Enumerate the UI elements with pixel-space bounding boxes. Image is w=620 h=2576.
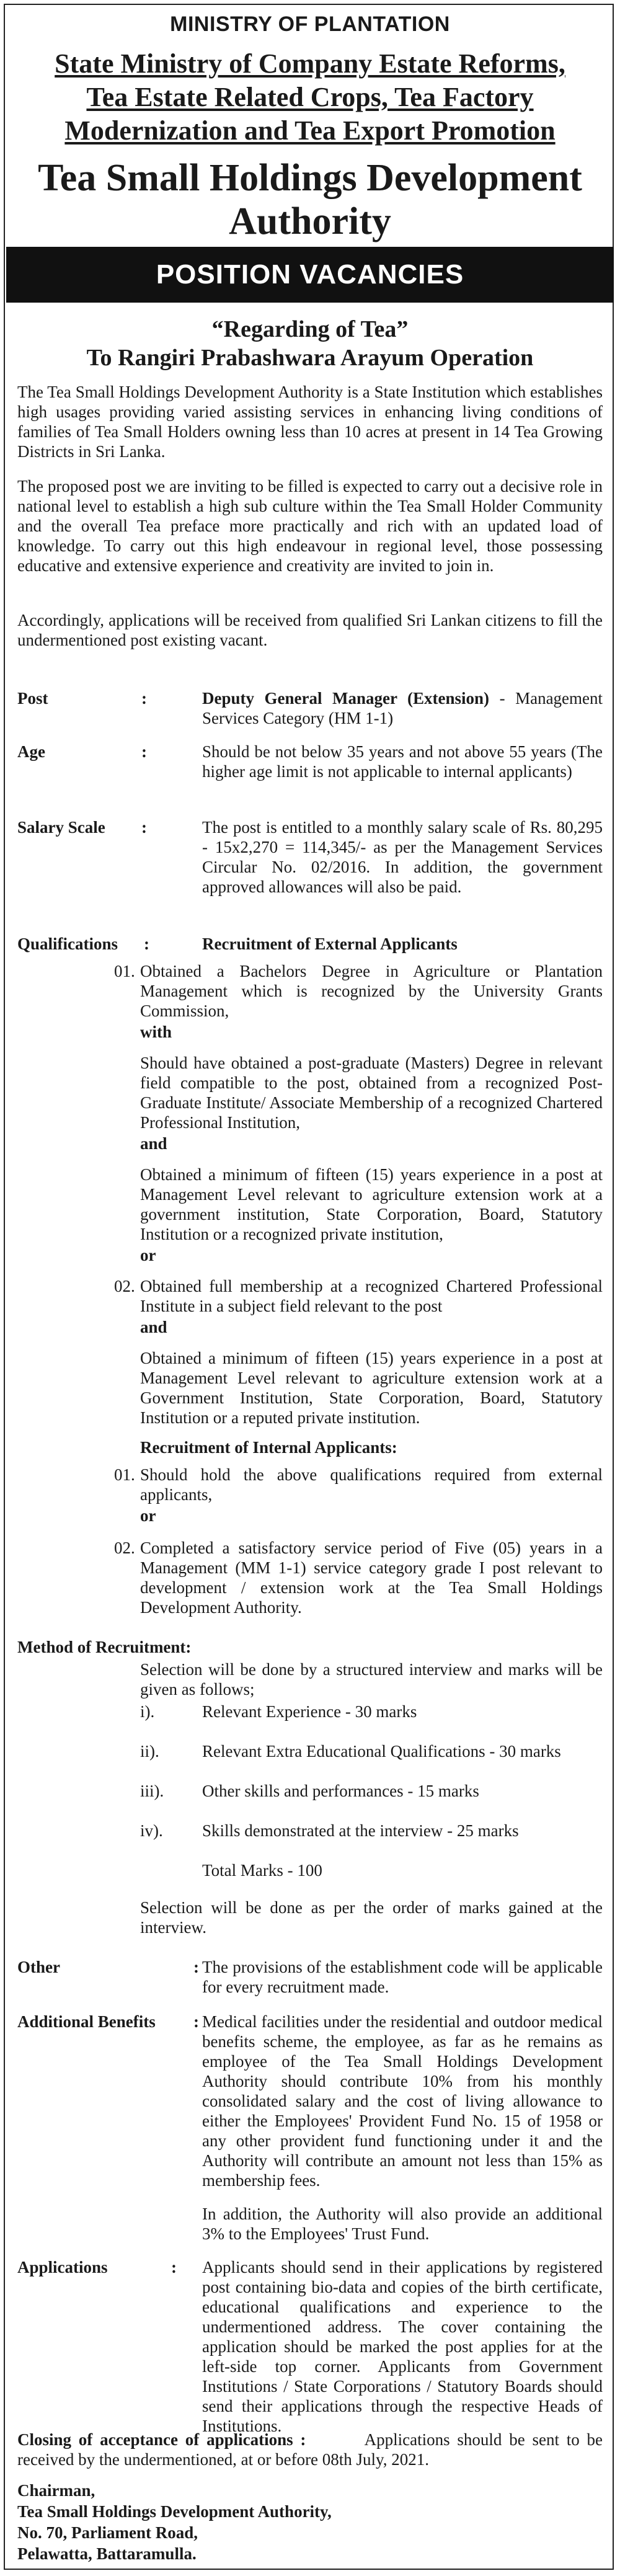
authority-line: Tea Small Holdings Development: [38, 157, 582, 199]
state-ministry-line: Tea Estate Related Crops, Tea Factory: [86, 82, 534, 112]
qualification-text: Obtained a Bachelors Degree in Agriculture or Plantation Management which is recognized by the University Grants Commission,: [140, 962, 603, 1020]
qualification-text: Should have obtained a post-graduate (Masters) Degree in relevant field compatible to the post, obtained from a recognized Post-Graduate Institute/ Associate Membership of a recognized Chartered Professional Institution,: [140, 1054, 603, 1132]
authority-title: [0, 156, 620, 243]
connector-and: and: [140, 1318, 167, 1336]
closing-text: Applications should be sent to be received by the undermentioned, at or before 08th July, 2021.: [17, 2430, 603, 2469]
authority-line: Authority: [229, 200, 391, 242]
internal-heading: Recruitment of Internal Applicants:: [140, 1438, 397, 1457]
subheading-line: “Regarding of Tea”: [211, 316, 409, 342]
connector-and: and: [140, 1134, 167, 1153]
address-line: Tea Small Holdings Development Authority,: [17, 2502, 332, 2521]
connector-or: or: [140, 1506, 156, 1525]
total-marks: Total Marks - 100: [202, 1861, 322, 1880]
item-number: 02.: [114, 1539, 135, 1557]
closing-paragraph: [17, 2430, 603, 2469]
benefits-value: In addition, the Authority will also provide an additional 3% to the Employees' Trust Fund.: [202, 2205, 603, 2243]
post-category: - Management Services Category (HM 1-1): [202, 689, 603, 727]
colon: :: [193, 1958, 199, 1976]
mark-number: ii).: [140, 1742, 159, 1761]
mark-item: Relevant Extra Educational Qualifications - 30 marks: [202, 1742, 561, 1761]
item-number: 01.: [114, 962, 135, 980]
age-label: Age: [17, 742, 45, 761]
post-value: [202, 688, 603, 728]
qualification-text: Obtained a minimum of fifteen (15) years experience in a post at Management Level relevant to agriculture extension work at a Government Institution, State Corporation, Board, Statutory Institution or a reputed private institution.: [140, 1349, 603, 1427]
address-line: No. 70, Parliament Road,: [17, 2523, 198, 2542]
colon: :: [141, 818, 147, 837]
benefits-label: Additional Benefits: [17, 2012, 156, 2031]
method-closing: Selection will be done as per the order of marks gained at the interview.: [140, 1898, 603, 1937]
banner-text: POSITION VACANCIES: [156, 259, 464, 290]
item-number: 02.: [114, 1277, 135, 1295]
method-intro: Selection will be done by a structured interview and marks will be given as follows;: [140, 1660, 603, 1699]
address-line: Pelawatta, Battaramulla.: [17, 2544, 197, 2563]
ministry-title: MINISTRY OF PLANTATION: [170, 12, 450, 36]
colon: :: [193, 2012, 199, 2031]
colon: :: [171, 2258, 177, 2276]
benefits-value: Medical facilities under the residential and outdoor medical benefits scheme, the employee, as far as he remains as employee of the Tea Small Holdings Development Authority should contribute 10% from his monthly consolidated salary and the cost of living allowance to either the Employees' Provident Fund No. 15 of 1958 or any other provident fund functioning under it and the Authority will contribute an amount not less than 15% as membership fees.: [202, 2012, 603, 2190]
mark-number: iii).: [140, 1782, 164, 1800]
subheading: [0, 315, 620, 372]
applications-value: Applicants should send in their applications by registered post containing bio-data and copies of the birth certificate, educational qualifications and experience to the undermentioned address. The cover containing the application should be marked the post applies for at the left-side top corner. Applicants from Government Institutions / State Corporations / Statutory Boards should send their applications through the respective Heads of Institutions.: [202, 2258, 603, 2435]
qualification-text: Completed a satisfactory service period of Five (05) years in a Management (MM 1-1) service category grade I post relevant to development / extension work at the Tea Small Holdings Development Authority.: [140, 1539, 603, 1617]
external-heading: Recruitment of External Applicants: [202, 935, 458, 953]
intro-paragraph: Accordingly, applications will be received from qualified Sri Lankan citizens to fill the undermentioned post existing vacant.: [17, 611, 603, 649]
salary-value: The post is entitled to a monthly salary scale of Rs. 80,295 - 15x2,270 = 114,345/- as per the Management Services Circular No. 02/2016. In addition, the government approved allowances will also be paid.: [202, 818, 603, 896]
post-title: Deputy General Manager (Extension): [202, 689, 490, 708]
state-ministry-line: Modernization and Tea Export Promotion: [64, 115, 556, 146]
connector-with: with: [140, 1023, 172, 1041]
intro-paragraph: The proposed post we are inviting to be filled is expected to carry out a decisive role in national level to establish a high sub culture within the Tea Small Holder Community and the overall Tea preface more practically and rich with an updated load of knowledge. To carry out this high endeavour in regional level, those possessing educative and extensive experience and creativity are invited to join in.: [17, 477, 603, 575]
mark-number: iv).: [140, 1821, 163, 1840]
position-vacancies-banner: [6, 247, 614, 303]
qualifications-label: Qualifications: [17, 935, 118, 953]
colon: :: [141, 742, 147, 761]
mark-item: Relevant Experience - 30 marks: [202, 1702, 417, 1721]
state-ministry-line: State Ministry of Company Estate Reforms,: [55, 48, 565, 79]
qualification-text: Obtained a minimum of fifteen (15) years experience in a post at Management Level relevant to agriculture extension work at a government institution, State Corporation, Board, Statutory Institution or a recognized private institution,: [140, 1165, 603, 1243]
connector-or: or: [140, 1246, 156, 1264]
qualification-text: Obtained full membership at a recognized Chartered Professional Institute in a subject field relevant to the post: [140, 1277, 603, 1315]
subheading-line: To Rangiri Prabashwara Arayum Operation: [86, 345, 534, 371]
address-line: Chairman,: [17, 2481, 95, 2500]
closing-label: Closing of acceptance of applications :: [17, 2430, 306, 2449]
method-label: Method of Recruitment:: [17, 1638, 192, 1656]
other-value: The provisions of the establishment code will be applicable for every recruitment made.: [202, 1958, 603, 1996]
colon: :: [141, 689, 147, 708]
mark-item: Skills demonstrated at the interview - 25 marks: [202, 1821, 519, 1840]
other-label: Other: [17, 1958, 60, 1976]
age-value: Should be not below 35 years and not above 55 years (The higher age limit is not applicable to internal applicants): [202, 742, 603, 781]
item-number: 01.: [114, 1465, 135, 1484]
state-ministry-title: [0, 47, 620, 148]
mark-number: i).: [140, 1702, 155, 1721]
post-label: Post: [17, 689, 48, 708]
colon: :: [144, 935, 149, 953]
mark-item: Other skills and performances - 15 marks: [202, 1782, 479, 1800]
intro-paragraph: The Tea Small Holdings Development Authority is a State Institution which establishes high usages providing varied assisting services in enhancing living conditions of families of Tea Small Holders owning less than 10 acres at present in 14 Tea Growing Districts in Sri Lanka.: [17, 383, 603, 461]
applications-label: Applications: [17, 2258, 108, 2276]
qualification-text: Should hold the above qualifications required from external applicants,: [140, 1465, 603, 1504]
salary-label: Salary Scale: [17, 818, 105, 837]
